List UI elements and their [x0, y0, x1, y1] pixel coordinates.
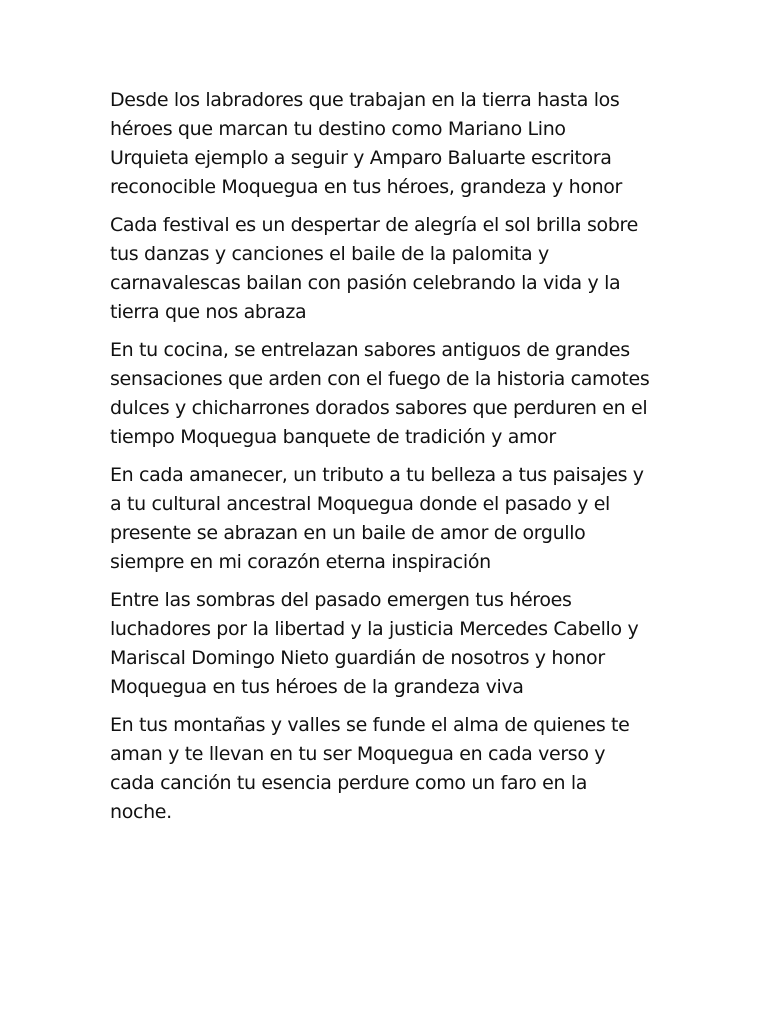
- text-line: En tu cocina, se entrelazan sabores antiguos de grandes: [110, 339, 630, 361]
- text-line: Moquegua en tus héroes de la grandeza viva: [110, 676, 524, 698]
- text-line: luchadores por la libertad y la justicia Mercedes Cabello y: [110, 618, 639, 640]
- stanza-3: [110, 336, 666, 452]
- text-line: reconocible Moquegua en tus héroes, grandeza y honor: [110, 176, 623, 198]
- text-line: tierra que nos abraza: [110, 301, 307, 323]
- text-line: Cada festival es un despertar de alegría el sol brilla sobre: [110, 214, 638, 236]
- text-line: cada canción tu esencia perdure como un faro en la: [110, 772, 588, 794]
- stanza-1: [110, 86, 666, 202]
- text-line: noche.: [110, 801, 172, 823]
- text-line: héroes que marcan tu destino como Mariano Lino: [110, 118, 566, 140]
- text-line: tus danzas y canciones el baile de la palomita y: [110, 243, 549, 265]
- text-line: siempre en mi corazón eterna inspiración: [110, 551, 491, 573]
- text-line: sensaciones que arden con el fuego de la historia camotes: [110, 368, 650, 390]
- document-body: [110, 86, 666, 836]
- text-line: Urquieta ejemplo a seguir y Amparo Baluarte escritora: [110, 147, 612, 169]
- text-line: Mariscal Domingo Nieto guardián de nosotros y honor: [110, 647, 605, 669]
- text-line: Entre las sombras del pasado emergen tus héroes: [110, 589, 572, 611]
- stanza-5: [110, 586, 666, 702]
- text-line: presente se abrazan en un baile de amor de orgullo: [110, 522, 586, 544]
- text-line: En cada amanecer, un tributo a tu belleza a tus paisajes y: [110, 464, 644, 486]
- stanza-6: [110, 711, 666, 827]
- text-line: En tus montañas y valles se funde el alma de quienes te: [110, 714, 630, 736]
- text-line: tiempo Moquegua banquete de tradición y amor: [110, 426, 556, 448]
- text-line: carnavalescas bailan con pasión celebrando la vida y la: [110, 272, 621, 294]
- text-line: a tu cultural ancestral Moquegua donde el pasado y el: [110, 493, 610, 515]
- stanza-4: [110, 461, 666, 577]
- stanza-2: [110, 211, 666, 327]
- text-line: dulces y chicharrones dorados sabores que perduren en el: [110, 397, 648, 419]
- text-line: aman y te llevan en tu ser Moquegua en cada verso y: [110, 743, 606, 765]
- text-line: Desde los labradores que trabajan en la tierra hasta los: [110, 89, 620, 111]
